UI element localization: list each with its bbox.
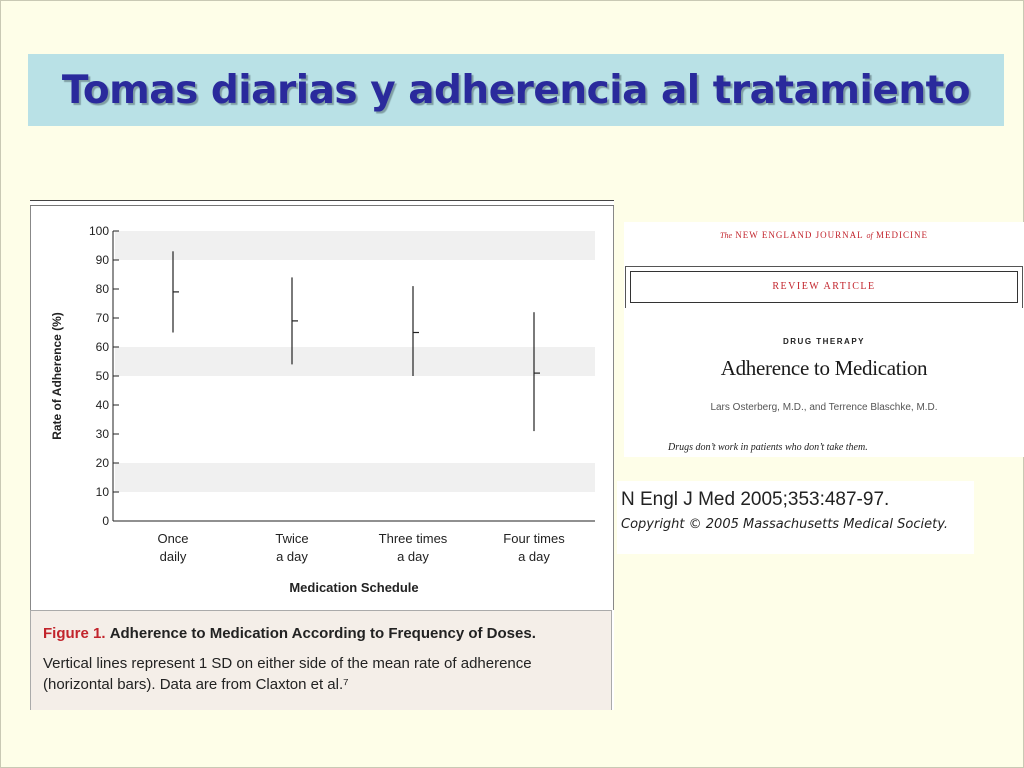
citation-copyright: Copyright © 2005 Massachusetts Medical Society. <box>621 517 949 532</box>
caption-line-1: Vertical lines represent 1 SD on either side of the mean rate of adherence <box>43 655 532 672</box>
x-tick-label-line1: Four times <box>503 531 565 546</box>
caption-line-2: (horizontal bars). Data are from Claxton et al.⁷ <box>43 676 349 693</box>
adherence-chart <box>30 200 614 610</box>
y-tick-label: 40 <box>95 398 109 412</box>
article-authors: Lars Osterberg, M.D., and Terrence Blaschke, M.D. <box>710 402 938 413</box>
figure-title: Adherence to Medication According to Frequency of Doses. <box>109 625 536 642</box>
journal-name <box>624 230 1024 240</box>
journal-name-part1: NEW ENGLAND JOURNAL <box>735 230 864 240</box>
y-tick-label: 10 <box>95 485 109 499</box>
grid-band <box>115 231 595 260</box>
caption-title-line <box>43 625 599 643</box>
x-axis-label: Medication Schedule <box>289 580 419 595</box>
adherence-figure <box>30 200 614 710</box>
y-tick-label: 50 <box>95 369 109 383</box>
y-tick-label: 0 <box>102 514 109 528</box>
y-tick-label: 100 <box>88 224 109 238</box>
journal-of: of <box>866 231 873 240</box>
x-tick-label-line2: a day <box>397 549 429 564</box>
y-tick-label: 20 <box>95 456 109 470</box>
article-kicker: DRUG THERAPY <box>782 337 865 346</box>
x-tick-label-line1: Twice <box>275 531 309 546</box>
journal-name-part2: MEDICINE <box>875 230 928 240</box>
y-tick-label: 30 <box>95 427 109 441</box>
y-axis-label: Rate of Adherence (%) <box>50 312 64 440</box>
section-label: REVIEW ARTICLE <box>630 271 1018 303</box>
slide-title: Tomas diarias y adherencia al tratamiento <box>61 67 971 113</box>
x-tick-label-line2: a day <box>518 549 550 564</box>
y-tick-label: 90 <box>95 253 109 267</box>
y-tick-label: 70 <box>95 311 109 325</box>
y-tick-label: 60 <box>95 340 109 354</box>
figure-number: Figure 1. <box>43 625 106 642</box>
article-tagline: Drugs don’t work in patients who don’t take them. <box>668 442 868 453</box>
journal-prefix: The <box>720 231 732 240</box>
citation-reference: N Engl J Med 2005;353:487-97. <box>621 489 890 510</box>
title-banner <box>28 54 1004 126</box>
caption-body <box>43 653 599 695</box>
article-title: Adherence to Medication <box>720 356 928 380</box>
figure-caption <box>30 610 612 710</box>
x-tick-label-line2: daily <box>159 549 187 564</box>
y-tick-label: 80 <box>95 282 109 296</box>
nejm-article-header <box>624 222 1024 457</box>
citation-box <box>617 481 974 554</box>
x-tick-label-line1: Three times <box>378 531 448 546</box>
x-tick-label-line1: Once <box>157 531 189 546</box>
section-box-outer <box>625 266 1023 308</box>
x-tick-label-line2: a day <box>276 549 308 564</box>
grid-band <box>115 463 595 492</box>
grid-band <box>115 347 595 376</box>
